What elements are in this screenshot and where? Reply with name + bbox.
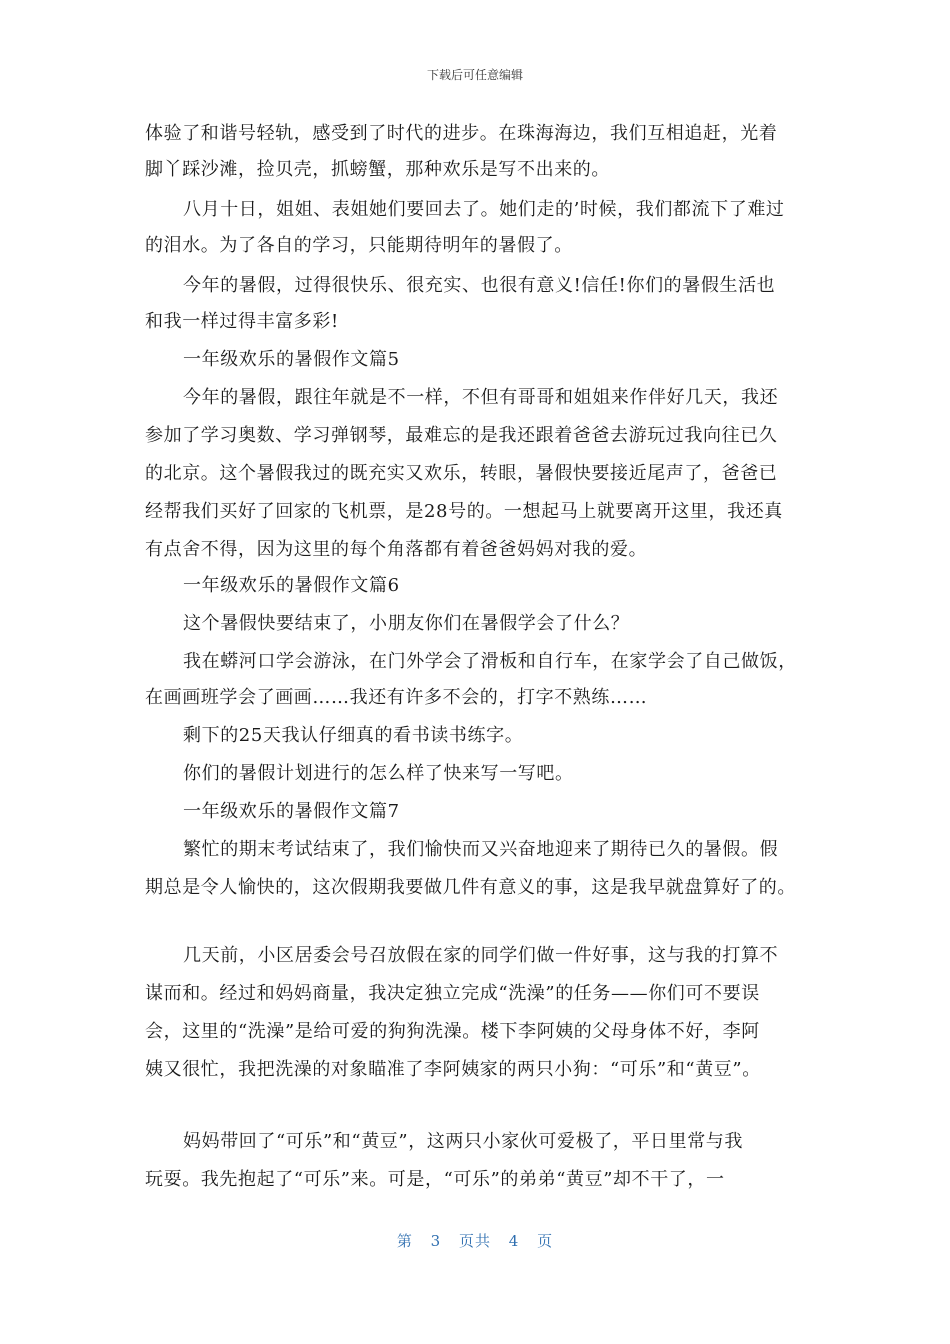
body-line: 会，这里的“洗澡”是给可爱的狗狗洗澡。楼下李阿姨的父母身体不好，李阿 [145, 1021, 760, 1042]
body-line: 这个暑假快要结束了，小朋友你们在暑假学会了什么？ [183, 613, 630, 634]
body-line: 一年级欢乐的暑假作文篇5 [183, 349, 400, 370]
body-line: 今年的暑假，跟往年就是不一样，不但有哥哥和姐姐来作伴好几天，我还 [183, 387, 779, 408]
body-line: 玩耍。我先抱起了“可乐”来。可是，“可乐”的弟弟“黄豆”却不干了，一 [145, 1169, 725, 1190]
body-line: 一年级欢乐的暑假作文篇7 [183, 801, 400, 822]
body-line: 你们的暑假计划进行的怎么样了快来写一写吧。 [183, 763, 574, 784]
body-line: 经帮我们买好了回家的飞机票，是28号的。一想起马上就要离开这里，我还真 [145, 501, 783, 522]
body-line: 几天前，小区居委会号召放假在家的同学们做一件好事，这与我的打算不 [183, 945, 779, 966]
body-line: 剩下的25天我认仔细真的看书读书练字。 [183, 725, 524, 746]
footer-middle: 页共 [458, 1232, 491, 1250]
body-line: 繁忙的期末考试结束了，我们愉快而又兴奋地迎来了期待已久的暑假。假 [183, 839, 779, 860]
body-line: 在画画班学会了画画……我还有许多不会的，打字不熟练…… [145, 687, 648, 708]
body-line: 八月十日，姐姐、表姐她们要回去了。她们走的’时候，我们都流下了难过 [183, 199, 785, 220]
footer-page-number: 3 [430, 1232, 442, 1250]
body-line: 脚丫踩沙滩，捡贝壳，抓螃蟹，那种欢乐是写不出来的。 [145, 159, 610, 180]
body-line: 的北京。这个暑假我过的既充实又欢乐，转眼，暑假快要接近尾声了，爸爸已 [145, 463, 778, 484]
footer-prefix: 第 [396, 1232, 413, 1250]
body-line: 姨又很忙，我把洗澡的对象瞄准了李阿姨家的两只小狗：“可乐”和“黄豆”。 [145, 1059, 761, 1080]
body-line: 期总是令人愉快的，这次假期我要做几件有意义的事，这是我早就盘算好了的。 [145, 877, 796, 898]
page-footer [0, 1230, 950, 1251]
body-line: 谋而和。经过和妈妈商量，我决定独立完成“洗澡”的任务——你们可不要误 [145, 983, 760, 1004]
body-line: 体验了和谐号轻轨，感受到了时代的进步。在珠海海边，我们互相追赶，光着 [145, 123, 778, 144]
body-line: 有点舍不得，因为这里的每个角落都有着爸爸妈妈对我的爱。 [145, 539, 648, 560]
body-line: 妈妈带回了“可乐”和“黄豆”，这两只小家伙可爱极了，平日里常与我 [183, 1131, 744, 1152]
footer-total-pages: 4 [508, 1232, 520, 1250]
body-line: 今年的暑假，过得很快乐、很充实、也很有意义!信任!你们的暑假生活也 [183, 275, 776, 296]
body-line: 的泪水。为了各自的学习，只能期待明年的暑假了。 [145, 235, 573, 256]
body-line: 我在蟒河口学会游泳，在门外学会了滑板和自行车，在家学会了自己做饭， [183, 651, 797, 672]
footer-suffix: 页 [537, 1232, 554, 1250]
body-line: 一年级欢乐的暑假作文篇6 [183, 575, 400, 596]
body-line: 参加了学习奥数、学习弹钢琴，最难忘的是我还跟着爸爸去游玩过我向往已久 [145, 425, 778, 446]
page-header: 下载后可任意编辑 [426, 68, 523, 82]
body-line: 和我一样过得丰富多彩! [145, 311, 339, 332]
